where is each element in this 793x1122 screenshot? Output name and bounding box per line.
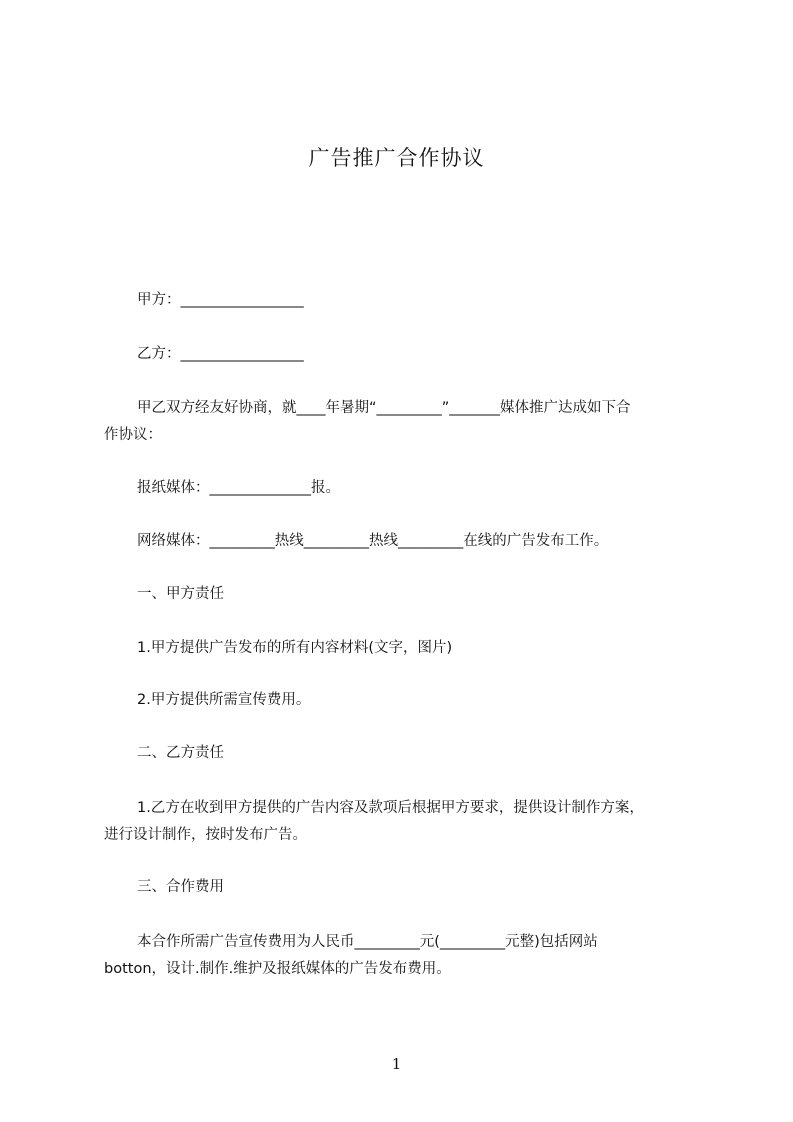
section-1-item-2: 2.甲方提供所需宣传费用。: [137, 692, 311, 708]
intro-line-1: 甲乙双方经友好协商，就____年暑期“_________”_______媒体推广达成如下合: [137, 400, 631, 416]
section-2-item-1: [104, 795, 696, 849]
section-3-paragraph: [104, 929, 696, 983]
newspaper-media-line: 报纸媒体：______________报。: [137, 480, 340, 496]
document-title: 广告推广合作协议: [308, 146, 485, 170]
section-3-line-1: 本合作所需广告宣传费用为人民币_________元(_________元整)包括网站: [137, 934, 598, 950]
section-1-heading: 一、甲方责任: [137, 586, 224, 602]
section-2-item-1-line-1: 1.乙方在收到甲方提供的广告内容及款项后根据甲方要求，提供设计制作方案，: [137, 800, 644, 816]
section-2-heading: 二、乙方责任: [137, 745, 224, 761]
section-1-item-1: 1.甲方提供广告发布的所有内容材料(文字，图片): [137, 640, 453, 656]
section-3-line-2: botton，设计.制作.维护及报纸媒体的广告发布费用。: [104, 961, 451, 977]
intro-paragraph: [104, 395, 696, 449]
section-2-item-1-line-2: 进行设计制作，按时发布广告。: [104, 827, 307, 843]
party-b-line: 乙方：_________________: [137, 346, 304, 362]
section-3-heading: 三、合作费用: [137, 879, 224, 895]
intro-line-2: 作协议：: [104, 427, 162, 443]
party-a-line: 甲方：_________________: [137, 292, 304, 308]
network-media-line: 网络媒体：_________热线_________热线_________在线的广告发布工作。: [137, 533, 609, 549]
page-number: 1: [391, 1055, 402, 1073]
